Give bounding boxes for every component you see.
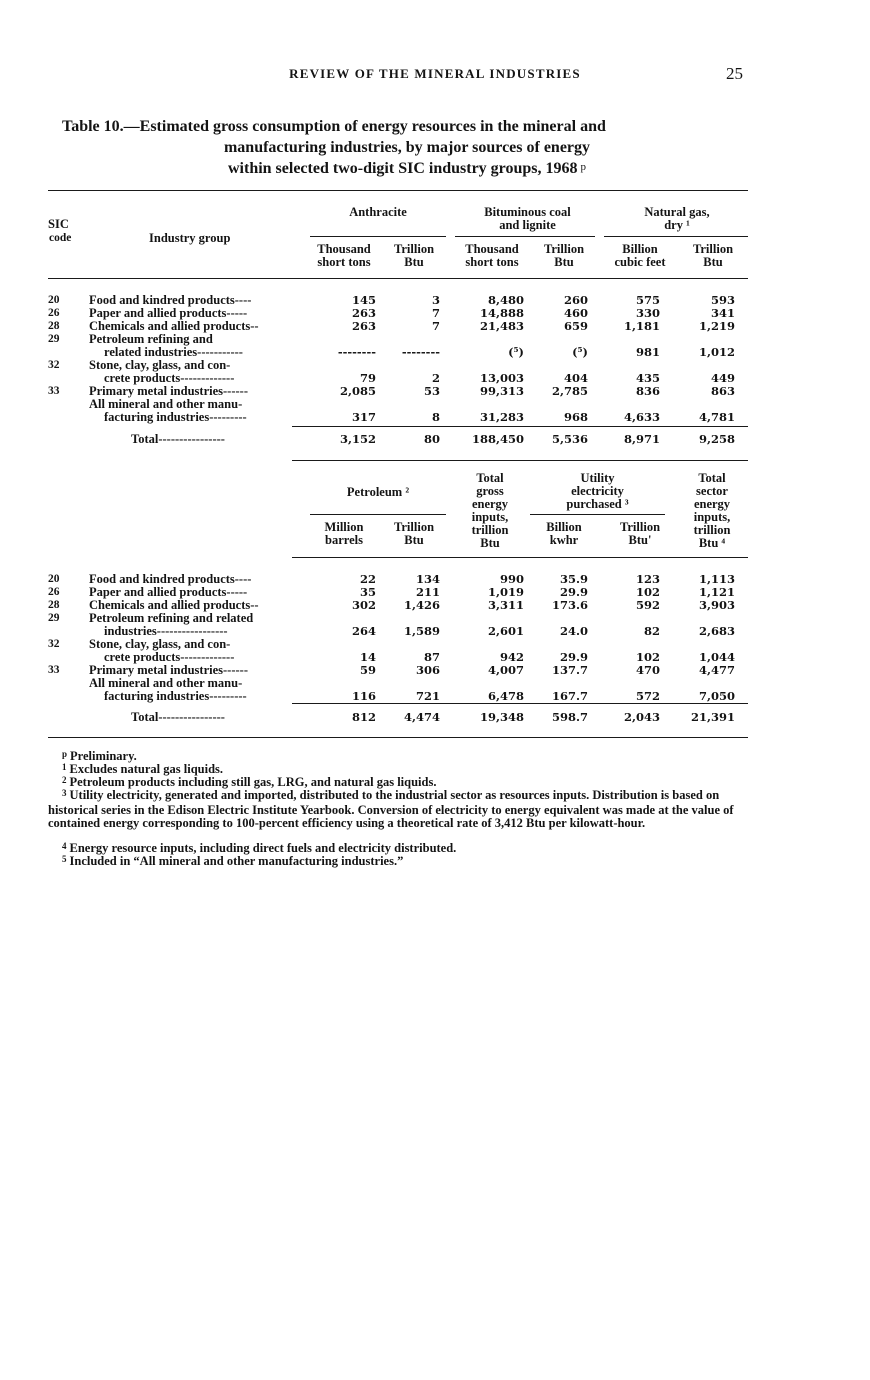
table-cell: 317 (351, 410, 376, 424)
industry-label: Stone, clay, glass, and con- (89, 358, 231, 372)
table-cell: 116 (351, 689, 376, 703)
table-cell: 330 (635, 306, 660, 320)
total-rule-1 (292, 426, 748, 427)
industry-label: Primary metal industries------ (89, 663, 248, 677)
table-cell: 6,478 (487, 689, 524, 703)
table-cell: 460 (563, 306, 588, 320)
industry-label: crete products------------- (104, 371, 235, 385)
table-cell: 8 (431, 410, 440, 424)
table-cell: 102 (635, 585, 660, 599)
table-cell: 31,283 (479, 410, 524, 424)
table-cell: 435 (635, 371, 660, 385)
table-cell: 21,483 (479, 319, 524, 333)
table-cell: 1,426 (403, 598, 440, 612)
table-cell: 24.0 (559, 624, 588, 638)
table-cell: 7,050 (698, 689, 735, 703)
table-cell: -------- (401, 345, 440, 359)
header2-bottom-rule (292, 557, 748, 558)
subhead2-0-a: Million (324, 520, 364, 534)
col-industry-header: Industry group (149, 231, 231, 245)
table-cell: 82 (643, 624, 660, 638)
table-cell: 35.9 (559, 572, 588, 586)
table-cell: 470 (635, 663, 660, 677)
title-line-3-text: within selected two-digit SIC industry groups, 1968 (227, 160, 578, 177)
group-rule-petroleum (310, 514, 446, 515)
industry-label: industries----------------- (104, 624, 228, 638)
table-cell: 79 (359, 371, 376, 385)
table-cell: 7 (431, 319, 440, 333)
subhead-4-a: Billion (622, 242, 658, 256)
table-cell: 13,003 (479, 371, 524, 385)
table-cell: 659 (563, 319, 588, 333)
page-number: 25 (726, 64, 743, 83)
industry-label: Food and kindred products---- (89, 293, 252, 307)
total-gross-header: Btu (480, 536, 500, 550)
total-cell: 8,971 (623, 432, 660, 446)
rule-below-total-1 (292, 460, 748, 461)
table-cell: 29.9 (559, 585, 588, 599)
sic-code: 33 (48, 385, 60, 397)
table-cell: 2,601 (487, 624, 524, 638)
footnote-mark: 5 (62, 854, 67, 864)
industry-label: Primary metal industries------ (89, 384, 248, 398)
table-cell: 306 (415, 663, 440, 677)
table-cell: 14,888 (479, 306, 524, 320)
table-cell: 35 (359, 585, 376, 599)
table-cell: 593 (710, 293, 735, 307)
industry-label: Petroleum refining and (89, 332, 213, 346)
utility-header: purchased ³ (566, 497, 629, 511)
footnote-text: Excludes natural gas liquids. (69, 762, 224, 776)
group-bituminous: Bituminous coal (484, 205, 571, 219)
table-cell: 263 (351, 319, 376, 333)
table-cell: (⁵) (572, 345, 588, 359)
total-sector-header: Total (698, 471, 726, 485)
sic-code: 26 (48, 586, 60, 598)
sic-code: 20 (48, 294, 60, 306)
sic-code: 32 (48, 359, 60, 371)
table-cell: 7 (431, 306, 440, 320)
sic-code: 26 (48, 307, 60, 319)
subhead-4-b: cubic feet (614, 255, 666, 269)
footnote-text: Preliminary. (70, 749, 137, 763)
sic-code: 28 (48, 599, 60, 611)
table-cell: 4,007 (487, 663, 524, 677)
subhead-3-a: Trillion (543, 242, 585, 256)
subhead2-1-b: Btu (404, 533, 424, 547)
table-cell: 404 (563, 371, 588, 385)
table-cell: 260 (563, 293, 588, 307)
table-cell: 572 (635, 689, 660, 703)
total-cell: 80 (423, 432, 440, 446)
industry-label: facturing industries--------- (104, 689, 247, 703)
total-gross-header: inputs, (471, 510, 509, 524)
subhead-1-a: Trillion (393, 242, 435, 256)
table-cell: 2 (431, 371, 440, 385)
preliminary-mark: p (580, 161, 586, 173)
utility-header: electricity (571, 484, 624, 498)
table-bottom-rule (48, 737, 748, 738)
table-cell: 3,903 (698, 598, 735, 612)
header-bottom-rule (48, 278, 748, 279)
subhead-1-b: Btu (404, 255, 424, 269)
group-anthracite: Anthracite (349, 205, 407, 219)
total-cell: 21,391 (690, 710, 735, 724)
table-cell: 264 (351, 624, 376, 638)
table-cell: 29.9 (559, 650, 588, 664)
total-cell: 2,043 (623, 710, 660, 724)
footnote (48, 789, 752, 831)
subhead2-1-a: Trillion (393, 520, 435, 534)
sic-code: 32 (48, 638, 60, 650)
industry-label: Food and kindred products---- (89, 572, 252, 586)
footnote-mark: p (62, 749, 68, 759)
industry-label: Chemicals and allied products-- (89, 319, 259, 333)
industry-label: crete products------------- (104, 650, 235, 664)
total-sector-header: sector (696, 484, 728, 498)
running-head: REVIEW OF THE MINERAL INDUSTRIES (289, 66, 581, 81)
table-cell: 721 (415, 689, 440, 703)
footnote-mark: 3 (62, 788, 67, 798)
table-cell: 302 (351, 598, 376, 612)
subhead-3-b: Btu (554, 255, 574, 269)
table-cell: 8,480 (487, 293, 524, 307)
subhead2-3-a: Trillion (619, 520, 661, 534)
table-cell: 1,219 (698, 319, 735, 333)
sic-code: 33 (48, 664, 60, 676)
footnote-text: Included in “All mineral and other manufacturing industries.” (69, 854, 404, 868)
table-cell: 449 (710, 371, 735, 385)
table-cell: 942 (499, 650, 524, 664)
utility-header: Utility (580, 471, 615, 485)
table-cell: 22 (359, 572, 376, 586)
table-cell: 1,019 (487, 585, 524, 599)
subhead-5-a: Trillion (692, 242, 734, 256)
industry-label: Petroleum refining and related (89, 611, 254, 625)
total-gross-header: Total (476, 471, 504, 485)
title-line-2: manufacturing industries, by major sources of energy (223, 139, 591, 156)
footnote (48, 855, 752, 870)
table-top-rule (48, 190, 748, 191)
table-cell: 102 (635, 650, 660, 664)
table-cell: 1,012 (698, 345, 735, 359)
total-rule-2 (292, 703, 748, 704)
table-cell: 167.7 (551, 689, 588, 703)
total-sector-header: Btu ⁴ (698, 536, 726, 550)
subhead-5-b: Btu (703, 255, 723, 269)
group-bituminous-2: and lignite (499, 218, 556, 232)
table-cell: 14 (359, 650, 376, 664)
table-cell: 2,785 (551, 384, 588, 398)
sic-code: 20 (48, 573, 60, 585)
table-cell: 1,121 (698, 585, 735, 599)
industry-label: Stone, clay, glass, and con- (89, 637, 231, 651)
total-label: Total---------------- (131, 710, 225, 724)
table-cell: 968 (563, 410, 588, 424)
footnote-text: Petroleum products including still gas, LRG, and natural gas liquids. (69, 775, 437, 789)
table-cell: 1,181 (623, 319, 660, 333)
subhead-0-a: Thousand (317, 242, 371, 256)
total-cell: 598.7 (551, 710, 588, 724)
table-cell: 4,781 (698, 410, 735, 424)
table-cell: 145 (351, 293, 376, 307)
total-cell: 5,536 (551, 432, 588, 446)
subhead2-2-a: Billion (546, 520, 582, 534)
total-gross-header: trillion (471, 523, 509, 537)
table-cell: -------- (337, 345, 376, 359)
table-cell: 137.7 (551, 663, 588, 677)
table-cell: 3,311 (487, 598, 524, 612)
footnote-mark: 2 (62, 775, 67, 785)
table-cell: 863 (710, 384, 735, 398)
table-cell: 99,313 (479, 384, 524, 398)
industry-label: Paper and allied products----- (89, 306, 248, 320)
table-cell: 3 (431, 293, 440, 307)
group-petroleum: Petroleum ² (346, 485, 410, 499)
footnote-mark: 4 (62, 841, 67, 851)
sic-code: 29 (48, 333, 60, 345)
table-cell: 990 (499, 572, 524, 586)
industry-label: facturing industries--------- (104, 410, 247, 424)
table-title (62, 116, 752, 181)
title-line-3 (62, 158, 752, 181)
industry-label: Paper and allied products----- (89, 585, 248, 599)
group-rule-natural-gas (604, 236, 748, 237)
industry-label: All mineral and other manu- (89, 676, 243, 690)
total-label: Total---------------- (131, 432, 225, 446)
table-cell: 2,085 (339, 384, 376, 398)
table-cell: 173.6 (551, 598, 588, 612)
table-cell: 4,477 (698, 663, 735, 677)
subhead-2-a: Thousand (465, 242, 519, 256)
table-cell: (⁵) (508, 345, 524, 359)
total-gross-header: energy (471, 497, 509, 511)
table-cell: 263 (351, 306, 376, 320)
total-cell: 188,450 (471, 432, 524, 446)
total-sector-header: inputs, (693, 510, 731, 524)
table-cell: 575 (635, 293, 660, 307)
table-cell: 4,633 (623, 410, 660, 424)
footnote-text: Energy resource inputs, including direct fuels and electricity distributed. (69, 841, 457, 855)
table-cell: 59 (359, 663, 376, 677)
group-natural-gas-2: dry ¹ (664, 218, 690, 232)
table-cell: 1,589 (403, 624, 440, 638)
sic-code: 28 (48, 320, 60, 332)
total-sector-header: trillion (693, 523, 731, 537)
industry-label: All mineral and other manu- (89, 397, 243, 411)
group-natural-gas: Natural gas, (644, 205, 710, 219)
footnote-text: Utility electricity, generated and imported, distributed to the industrial sector as resources inputs. Distribution is based on historical series in the Edison Electric Institute Yearbook. Conversion of electricity to energy equivalent was made at the value of contained energy corresponding to 100-percent efficiency using a theoretical rate of 3,412 Btu per kilowatt-hour. (48, 788, 734, 830)
table-cell: 211 (415, 585, 440, 599)
subhead2-3-b: Btu' (628, 533, 652, 547)
table-cell: 134 (415, 572, 440, 586)
industry-label: Chemicals and allied products-- (89, 598, 259, 612)
table-cell: 53 (423, 384, 440, 398)
footnote-mark: 1 (62, 762, 67, 772)
table-cell: 981 (635, 345, 660, 359)
total-cell: 19,348 (479, 710, 524, 724)
table-cell: 592 (635, 598, 660, 612)
industry-label: related industries----------- (104, 345, 243, 359)
table-cell: 123 (635, 572, 660, 586)
subhead2-2-b: kwhr (549, 533, 579, 547)
table-cell: 2,683 (698, 624, 735, 638)
col-sic-header: SIC (48, 217, 69, 231)
table-cell: 87 (423, 650, 440, 664)
total-cell: 812 (351, 710, 376, 724)
col-code-header: code (49, 232, 72, 244)
table-cell: 836 (635, 384, 660, 398)
total-gross-header: gross (476, 484, 504, 498)
title-line-1: Table 10.—Estimated gross consumption of energy resources in the mineral and (62, 118, 606, 135)
table-cell: 1,044 (698, 650, 735, 664)
subhead-0-b: short tons (317, 255, 371, 269)
table-cell: 1,113 (698, 572, 735, 586)
subhead-2-b: short tons (465, 255, 519, 269)
group-rule-bituminous (455, 236, 595, 237)
sic-code: 29 (48, 612, 60, 624)
table-cell: 341 (710, 306, 735, 320)
total-cell: 4,474 (403, 710, 440, 724)
total-sector-header: energy (693, 497, 731, 511)
subhead2-0-b: barrels (325, 533, 363, 547)
total-cell: 9,258 (698, 432, 735, 446)
group-rule-utility (530, 514, 665, 515)
group-rule-anthracite (310, 236, 446, 237)
total-cell: 3,152 (339, 432, 376, 446)
